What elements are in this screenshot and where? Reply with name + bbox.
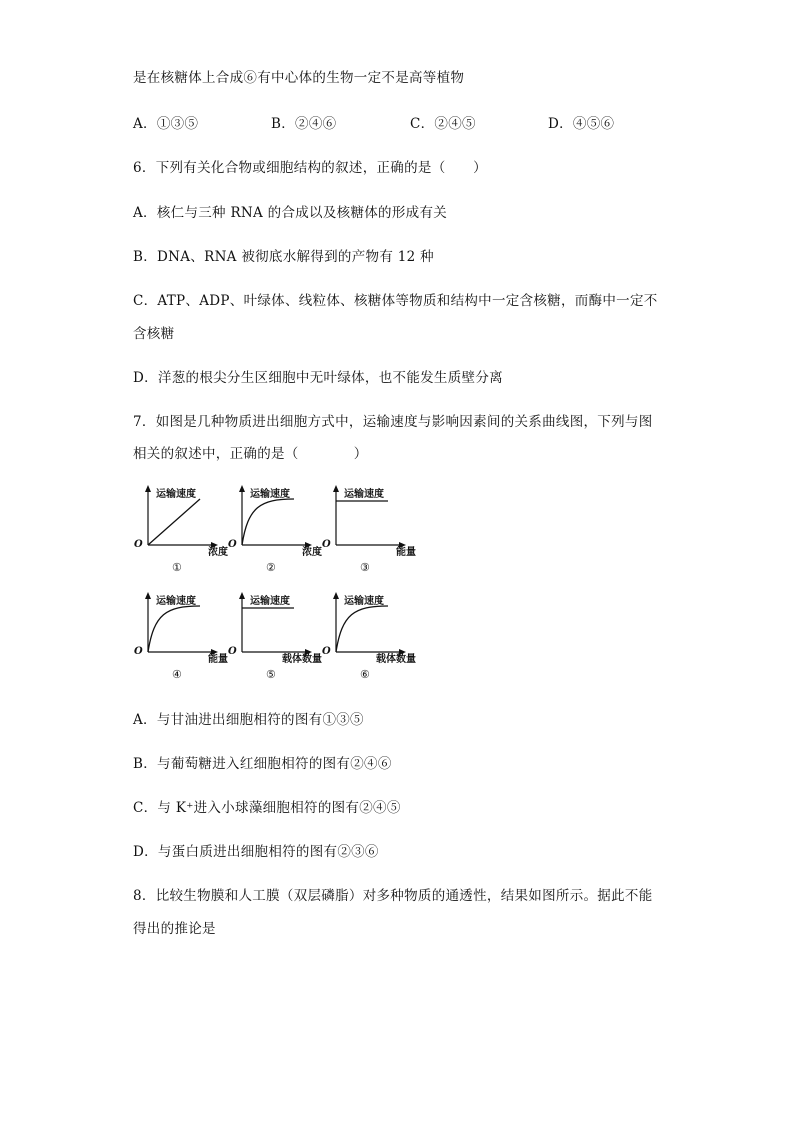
graph-3-number: ③ — [360, 561, 370, 574]
graph-1-ylabel: 运输速度 — [156, 489, 196, 500]
q6-option-b: B．DNA、RNA 被彻底水解得到的产物有 12 种 — [133, 249, 434, 265]
graph-6-ylabel: 运输速度 — [344, 596, 384, 607]
q5-option-b: B．②④⑥ — [271, 116, 337, 132]
graph-5-origin: O — [228, 646, 237, 657]
graph-6-xlabel: 载体数量 — [376, 654, 416, 665]
y-axis-arrow — [239, 592, 245, 599]
q5-option-c: C．②④⑤ — [410, 116, 476, 132]
graph-3-xlabel: 能量 — [396, 547, 416, 558]
q8-stem-line2: 得出的推论是 — [133, 921, 216, 937]
q8-stem-line1: 8．比较生物膜和人工膜（双层磷脂）对多种物质的通透性，结果如图所示。据此不能 — [133, 888, 653, 904]
graph-5-ylabel: 运输速度 — [250, 596, 290, 607]
q6-stem: 6．下列有关化合物或细胞结构的叙述，正确的是（ ） — [133, 160, 487, 176]
graph-4 — [134, 590, 228, 682]
q6-option-a: A．核仁与三种 RNA 的合成以及核糖体的形成有关 — [133, 205, 448, 221]
q5-option-d: D．④⑤⑥ — [548, 116, 615, 132]
graph-3 — [322, 483, 416, 575]
y-axis-arrow — [145, 592, 151, 599]
q7-option-a: A．与甘油进出细胞相符的图有①③⑤ — [133, 712, 364, 728]
q7-stem-line1: 7．如图是几种物质进出细胞方式中，运输速度与影响因素间的关系曲线图，下列与图 — [133, 414, 653, 430]
graph-1-xlabel: 浓度 — [208, 547, 228, 558]
transport-curve — [148, 499, 200, 545]
graph-2-number: ② — [266, 561, 276, 574]
graph-5-xlabel: 载体数量 — [282, 654, 322, 665]
graph-6 — [322, 590, 416, 682]
graph-4-ylabel: 运输速度 — [156, 596, 196, 607]
q7-option-c: C．与 K⁺进入小球藻细胞相符的图有②④⑤ — [133, 800, 401, 816]
y-axis-arrow — [239, 485, 245, 492]
transport-curve — [242, 499, 294, 545]
graph-1-number: ① — [172, 561, 182, 574]
graph-2-ylabel: 运输速度 — [250, 489, 290, 500]
q6-option-c-line2: 含核糖 — [133, 326, 175, 342]
graph-4-xlabel: 能量 — [208, 654, 228, 665]
q6-option-d: D．洋葱的根尖分生区细胞中无叶绿体，也不能发生质壁分离 — [133, 370, 503, 386]
q7-option-b: B．与葡萄糖进入红细胞相符的图有②④⑥ — [133, 756, 392, 772]
y-axis-arrow — [145, 485, 151, 492]
q5-option-a: A．①③⑤ — [133, 116, 199, 132]
graph-2 — [228, 483, 322, 575]
q7-stem-line2: 相关的叙述中，正确的是（ ） — [133, 446, 368, 462]
transport-curve — [148, 606, 200, 652]
graph-4-number: ④ — [172, 668, 182, 681]
graph-5 — [228, 590, 322, 682]
graph-6-number: ⑥ — [360, 668, 370, 681]
graph-1-origin: O — [134, 539, 143, 550]
q6-option-c-line1: C．ATP、ADP、叶绿体、线粒体、核糖体等物质和结构中一定含核糖，而酶中一定不 — [133, 293, 658, 309]
graph-5-number: ⑤ — [266, 668, 276, 681]
graph-6-origin: O — [322, 646, 331, 657]
graph-2-xlabel: 浓度 — [302, 547, 322, 558]
q5-tail: 是在核糖体上合成⑥有中心体的生物一定不是高等植物 — [133, 70, 465, 86]
transport-curve — [336, 606, 388, 652]
graph-4-origin: O — [134, 646, 143, 657]
graph-3-origin: O — [322, 539, 331, 550]
graph-2-origin: O — [228, 539, 237, 550]
graph-3-ylabel: 运输速度 — [344, 489, 384, 500]
q7-option-d: D．与蛋白质进出细胞相符的图有②③⑥ — [133, 844, 379, 860]
y-axis-arrow — [333, 485, 339, 492]
y-axis-arrow — [333, 592, 339, 599]
graph-1 — [134, 483, 228, 575]
